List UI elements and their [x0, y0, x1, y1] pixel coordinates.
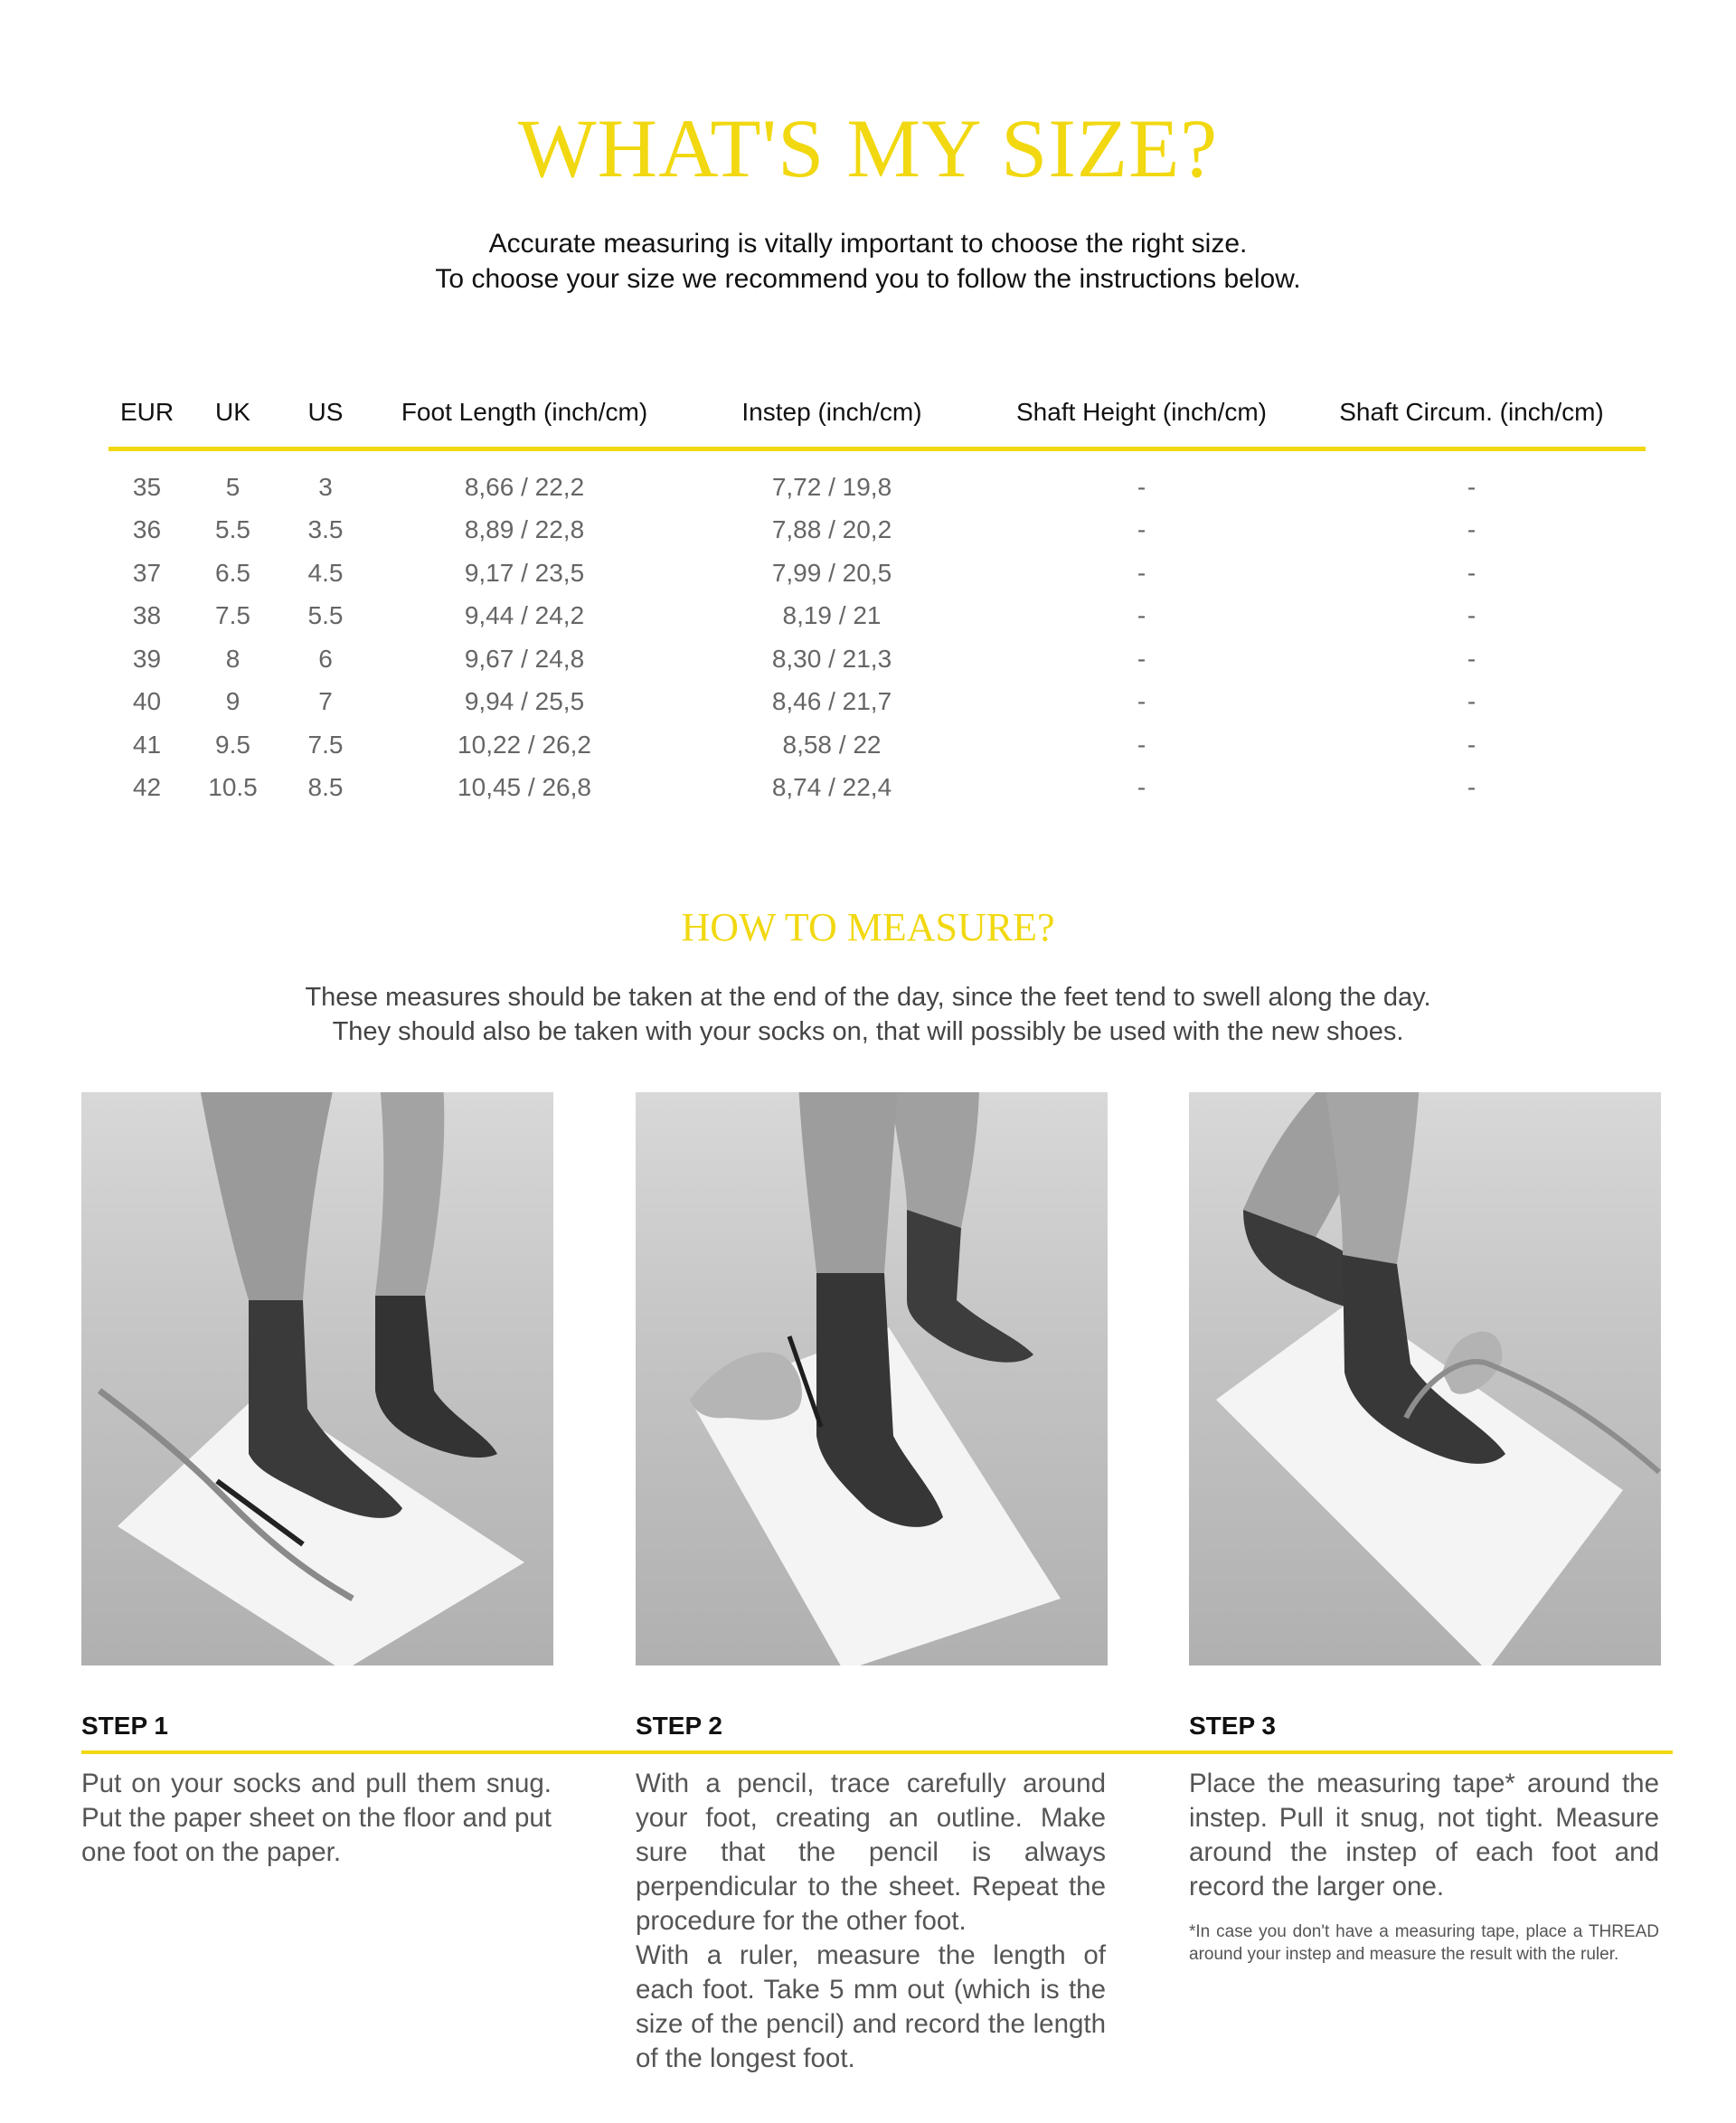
- cell-foot-length: 9,44 / 24,2: [464, 601, 585, 630]
- cell-uk: 9.5: [215, 730, 250, 759]
- step-3-text: [1189, 1767, 1659, 1966]
- step-divider: [81, 1750, 1673, 1754]
- cell-us: 5.5: [307, 601, 344, 630]
- cell-uk: 7.5: [215, 601, 250, 630]
- table-row: [108, 552, 1646, 595]
- step-3-photo: [1189, 1092, 1661, 1665]
- step-1-paragraph: Put on your socks and pull them snug. Put the paper sheet on the floor and put one foot on the paper.: [81, 1769, 552, 1867]
- cell-instep: 8,74 / 22,4: [771, 773, 892, 802]
- section-intro-line: They should also be taken with your socks on, that will possibly be used with the new shoes.: [332, 1017, 1404, 1046]
- header-instep: Instep (inch/cm): [678, 394, 986, 449]
- table-row: [108, 723, 1646, 767]
- cell-foot-length: 9,94 / 25,5: [464, 687, 585, 716]
- cell-foot-length: 9,67 / 24,8: [464, 644, 585, 673]
- cell-instep: 7,72 / 19,8: [771, 472, 892, 501]
- cell-shaft-height: -: [1137, 687, 1146, 716]
- cell-us: 7.5: [307, 730, 344, 759]
- cell-shaft-height: -: [1137, 730, 1146, 759]
- tracing-foot-illustration: [636, 1092, 1108, 1665]
- cell-shaft-circum: -: [1467, 644, 1477, 673]
- cell-shaft-circum: -: [1467, 601, 1477, 630]
- step-2-paragraph: With a pencil, trace carefully around your foot, creating an outline. Make sure that the pencil is always perpendicular to the sheet. Repeat the procedure for the other foot.: [636, 1769, 1106, 1936]
- step-3-footnote: *In case you don't have a measuring tape, place a THREAD around your instep and measure the result with the ruler.: [1189, 1922, 1659, 1964]
- cell-us: 7: [318, 687, 333, 716]
- cell-foot-length: 10,22 / 26,2: [458, 730, 591, 759]
- intro-text: [0, 226, 1736, 297]
- header-eur: EUR: [108, 394, 185, 449]
- cell-uk: 9: [225, 687, 241, 716]
- cell-shaft-height: -: [1137, 558, 1146, 587]
- step-2-label: STEP 2: [636, 1712, 722, 1740]
- cell-eur: 40: [132, 687, 162, 716]
- cell-uk: 6.5: [215, 558, 250, 587]
- section-intro-line: These measures should be taken at the end of the day, since the feet tend to swell along the day.: [305, 983, 1431, 1012]
- table-row: [108, 595, 1646, 638]
- measuring-instep-illustration: [1189, 1092, 1661, 1665]
- cell-shaft-circum: -: [1467, 773, 1477, 802]
- section-title: HOW TO MEASURE?: [681, 905, 1055, 949]
- cell-instep: 8,58 / 22: [782, 730, 882, 759]
- step-3-paragraph: Place the measuring tape* around the instep. Pull it snug, not tight. Measure around the instep of each foot and record the larger one.: [1189, 1769, 1659, 1901]
- cell-eur: 41: [132, 730, 162, 759]
- step-2-photo: [636, 1092, 1108, 1665]
- header-shaft-circum: Shaft Circum. (inch/cm): [1297, 394, 1646, 449]
- cell-shaft-circum: -: [1467, 515, 1477, 544]
- step-2-text: [636, 1767, 1106, 2076]
- cell-uk: 5.5: [215, 515, 250, 544]
- cell-instep: 8,19 / 21: [782, 601, 882, 630]
- cell-shaft-circum: -: [1467, 687, 1477, 716]
- cell-us: 6: [318, 644, 333, 673]
- table-row: [108, 681, 1646, 724]
- cell-eur: 35: [132, 472, 162, 501]
- cell-shaft-height: -: [1137, 472, 1146, 501]
- cell-eur: 36: [132, 515, 162, 544]
- header-us: US: [280, 394, 371, 449]
- section-intro: [0, 980, 1736, 1049]
- cell-shaft-height: -: [1137, 601, 1146, 630]
- cell-uk: 10.5: [208, 773, 258, 802]
- cell-instep: 7,99 / 20,5: [771, 558, 892, 587]
- foot-on-paper-illustration: [81, 1092, 553, 1665]
- cell-shaft-height: -: [1137, 515, 1146, 544]
- cell-instep: 8,46 / 21,7: [771, 687, 892, 716]
- cell-eur: 39: [132, 644, 162, 673]
- step-2-paragraph: With a ruler, measure the length of each foot. Take 5 mm out (which is the size of the pencil) and record the length of the longest foot.: [636, 1940, 1106, 2073]
- cell-eur: 38: [132, 601, 162, 630]
- cell-foot-length: 8,66 / 22,2: [464, 472, 585, 501]
- cell-shaft-circum: -: [1467, 730, 1477, 759]
- header-uk: UK: [185, 394, 280, 449]
- cell-us: 3.5: [307, 515, 344, 544]
- intro-line: To choose your size we recommend you to follow the instructions below.: [435, 264, 1301, 294]
- table-row: [108, 449, 1646, 509]
- header-shaft-height: Shaft Height (inch/cm): [986, 394, 1297, 449]
- cell-eur: 42: [132, 773, 162, 802]
- table-row: [108, 767, 1646, 810]
- header-foot-length: Foot Length (inch/cm): [371, 394, 678, 449]
- cell-eur: 37: [132, 558, 162, 587]
- cell-us: 3: [318, 472, 333, 501]
- cell-shaft-circum: -: [1467, 558, 1477, 587]
- cell-uk: 8: [225, 644, 241, 673]
- cell-foot-length: 8,89 / 22,8: [464, 515, 585, 544]
- step-1-photo: [81, 1092, 553, 1665]
- cell-uk: 5: [225, 472, 241, 501]
- cell-foot-length: 10,45 / 26,8: [458, 773, 591, 802]
- cell-instep: 7,88 / 20,2: [771, 515, 892, 544]
- intro-line: Accurate measuring is vitally important to choose the right size.: [488, 229, 1248, 259]
- page-title: WHAT'S MY SIZE?: [517, 102, 1219, 194]
- cell-foot-length: 9,17 / 23,5: [464, 558, 585, 587]
- cell-us: 4.5: [307, 558, 344, 587]
- cell-shaft-circum: -: [1467, 472, 1477, 501]
- cell-shaft-height: -: [1137, 773, 1146, 802]
- cell-us: 8.5: [307, 773, 344, 802]
- cell-shaft-height: -: [1137, 644, 1146, 673]
- cell-instep: 8,30 / 21,3: [771, 644, 892, 673]
- table-row: [108, 637, 1646, 681]
- step-1-text: [81, 1767, 552, 1870]
- size-table-header: [108, 394, 1646, 449]
- step-3-label: STEP 3: [1189, 1712, 1276, 1740]
- table-row: [108, 509, 1646, 552]
- step-1-label: STEP 1: [81, 1712, 168, 1740]
- size-table: [108, 394, 1646, 809]
